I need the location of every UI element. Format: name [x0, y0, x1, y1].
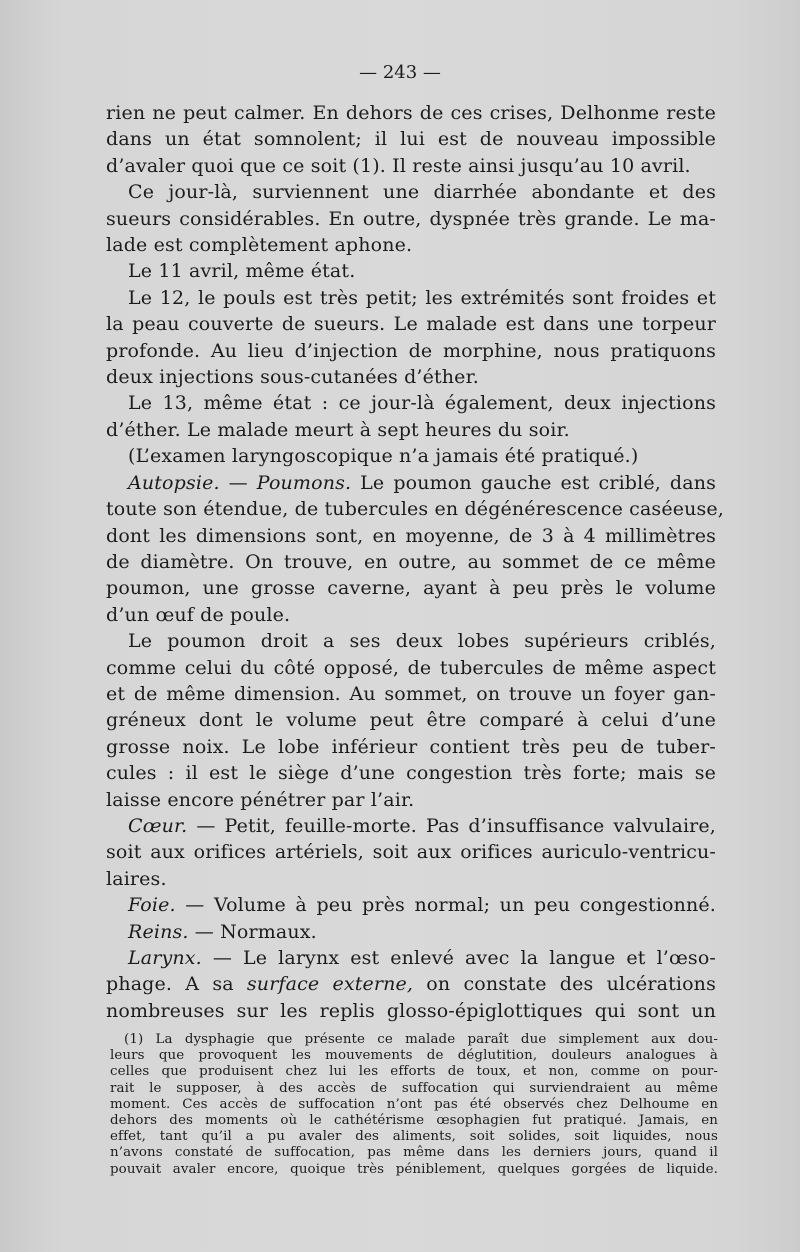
- text-run: (L’examen laryngoscopique n’a jamais été pratiqué.): [128, 445, 639, 468]
- italic-heading: surface externe,: [246, 973, 414, 996]
- italic-heading: Cœur.: [128, 814, 188, 837]
- text-line: [106, 971, 716, 997]
- footnote-line: n’avons constaté de suffocation, pas même dans les derniers jours, quand il: [110, 1145, 718, 1161]
- text-line: [106, 866, 716, 892]
- text-run: laisse encore pénétrer par l’air.: [106, 788, 415, 811]
- footnote-line: effet, tant qu’il a pu avaler des aliments, soit solides, soit liquides, nous: [110, 1129, 718, 1145]
- footnote-line: leurs que provoquent les mouvements de déglutition, douleurs analogues à: [110, 1048, 718, 1064]
- text-run: lade est complètement aphone.: [106, 234, 413, 257]
- text-line: [106, 628, 716, 654]
- footnote-line: (1) La dysphagie que présente ce malade paraît due simplement aux dou-: [124, 1032, 718, 1047]
- text-run: phage. A sa: [106, 973, 247, 996]
- body-text: [106, 100, 724, 1024]
- text-run: grosse noix. Le lobe inférieur contient très peu de tuber-: [106, 735, 716, 758]
- text-line: [106, 285, 716, 311]
- page-number: — 243 —: [359, 62, 441, 83]
- text-run: rien ne peut calmer. En dehors de ces crises, Delhonme reste: [106, 102, 716, 124]
- text-line: [106, 390, 716, 416]
- text-run: Le 12, le pouls est très petit; les extrémités sont froides et: [128, 286, 716, 309]
- footnote-line: moment. Ces accès de suffocation n’ont pas été observés chez Delhoume en: [110, 1096, 718, 1112]
- footnote-line: pouvait avaler encore, quoique très péniblement, quelques gorgées de liquide.: [110, 1161, 718, 1177]
- text-line: [106, 232, 716, 258]
- text-line: [106, 839, 716, 865]
- text-line: [106, 364, 716, 390]
- text-line: [106, 179, 716, 205]
- text-line: [106, 126, 716, 152]
- text-run: deux injections sous-cutanées d’éther.: [106, 366, 479, 389]
- text-run: dont les dimensions sont, en moyenne, de 3 à 4 millimètres: [106, 524, 716, 547]
- text-line: [106, 258, 716, 284]
- text-run: de diamètre. On trouve, en outre, au sommet de ce même: [106, 550, 716, 573]
- text-run: Le poumon droit a ses deux lobes supérieurs criblés,: [128, 630, 716, 653]
- text-line: [106, 549, 716, 575]
- text-line: [106, 945, 716, 971]
- italic-heading: Autopsie.: [128, 471, 220, 494]
- text-run: nombreuses sur les replis glosso-épiglottiques qui sont un: [106, 999, 716, 1022]
- text-run: la peau couverte de sueurs. Le malade est dans une torpeur: [106, 313, 716, 336]
- text-run: et de même dimension. Au sommet, on trouve un foyer gan-: [106, 682, 716, 705]
- text-run: d’un œuf de poule.: [106, 603, 291, 626]
- text-run: sueurs considérables. En outre, dyspnée très grande. Le ma-: [106, 207, 716, 230]
- text-run: —: [219, 471, 257, 494]
- text-line: [106, 707, 716, 733]
- text-run: Le 11 avril, même état.: [128, 260, 356, 283]
- text-line: [106, 734, 716, 760]
- italic-heading: Reins.: [128, 920, 189, 943]
- text-run: — Petit, feuille-morte. Pas d’insuffisance valvulaire,: [187, 814, 716, 837]
- text-line: [106, 311, 716, 337]
- text-line: [106, 602, 716, 628]
- text-line: [106, 998, 716, 1024]
- text-run: dans un état somnolent; il lui est de nouveau impossible: [106, 128, 716, 151]
- text-line: [106, 813, 716, 839]
- italic-heading: Poumons.: [256, 471, 352, 494]
- footnote-line: dehors des moments où le cathétérisme œsophagien fut pratiqué. Jamais, en: [110, 1113, 718, 1129]
- text-line: [106, 919, 716, 945]
- footnote-line: rait le supposer, à des accès de suffocation qui surviendraient au même: [110, 1080, 718, 1096]
- text-line: [106, 523, 716, 549]
- text-line: [106, 892, 716, 918]
- italic-heading: Foie.: [128, 894, 176, 917]
- text-line: [106, 100, 716, 126]
- text-run: soit aux orifices artériels, soit aux orifices auriculo-ventricu-: [106, 841, 716, 864]
- text-line: [106, 206, 716, 232]
- text-run: toute son étendue, de tubercules en dégénérescence caséeuse,: [106, 498, 724, 521]
- text-run: d’avaler quoi que ce soit (1). Il reste ainsi jusqu’au 10 avril.: [106, 154, 691, 177]
- footnote: [110, 1032, 718, 1178]
- text-line: [106, 417, 716, 443]
- text-run: profonde. Au lieu d’injection de morphine, nous pratiquons: [106, 339, 716, 362]
- text-line: [106, 153, 716, 179]
- text-run: cules : il est le siège d’une congestion très forte; mais se: [106, 762, 716, 785]
- text-run: comme celui du côté opposé, de tubercules de même aspect: [106, 656, 716, 679]
- text-line: [106, 443, 716, 469]
- text-line: [106, 760, 716, 786]
- footnote-line: celles que produisent chez lui les efforts de toux, et non, comme on pour-: [110, 1064, 718, 1080]
- text-run: Le poumon gauche est criblé, dans: [351, 471, 716, 494]
- text-run: Ce jour-là, surviennent une diarrhée abondante et des: [128, 181, 716, 204]
- text-run: laires.: [106, 867, 167, 890]
- text-run: — Normaux.: [188, 920, 317, 943]
- text-run: — Le larynx est enlevé avec la langue et l’œso-: [201, 947, 716, 969]
- text-line: [106, 575, 716, 601]
- text-line: [106, 787, 716, 813]
- text-run: Le 13, même état : ce jour-là également, deux injections: [128, 392, 716, 415]
- text-line: [106, 496, 724, 522]
- text-line: [106, 338, 716, 364]
- text-line: [106, 681, 716, 707]
- text-run: poumon, une grosse caverne, ayant à peu près le volume: [106, 577, 716, 600]
- text-run: gréneux dont le volume peut être comparé à celui d’une: [106, 709, 716, 732]
- text-line: [106, 470, 716, 496]
- text-run: on constate des ulcérations: [413, 973, 716, 996]
- text-line: [106, 655, 716, 681]
- italic-heading: Larynx.: [128, 947, 202, 969]
- text-run: d’éther. Le malade meurt à sept heures du soir.: [106, 418, 570, 441]
- text-run: — Volume à peu près normal; un peu congestionné.: [175, 894, 716, 917]
